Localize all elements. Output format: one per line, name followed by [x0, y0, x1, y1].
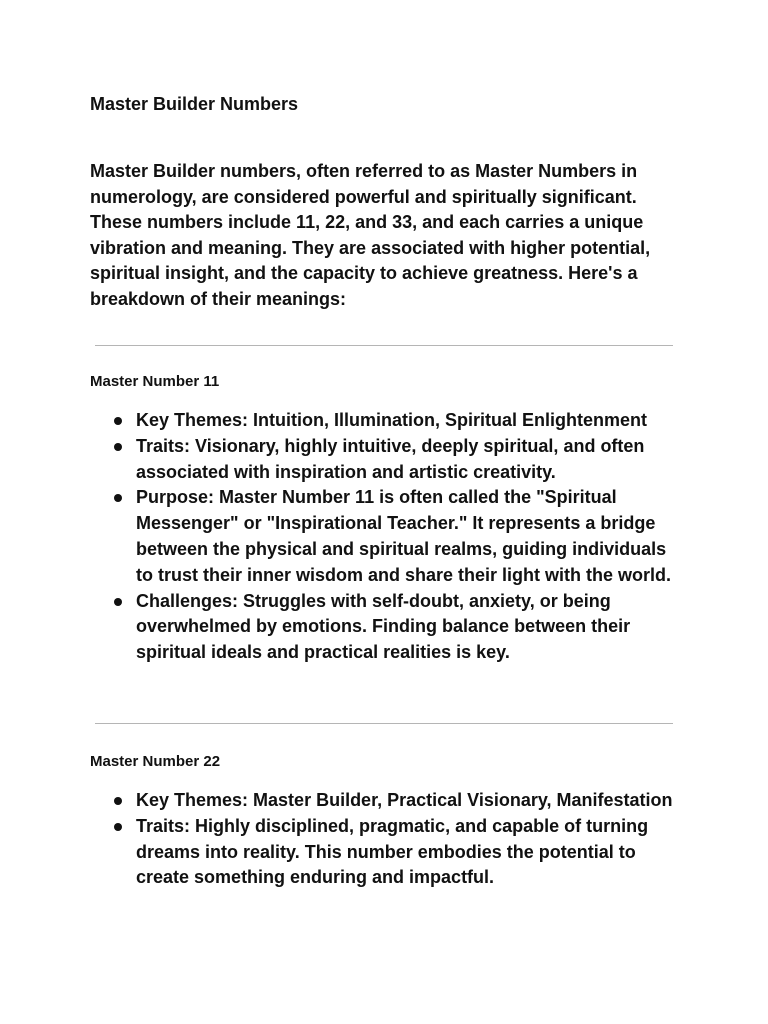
- list-item: [90, 814, 682, 891]
- list-item: [90, 788, 682, 814]
- document-title: Master Builder Numbers: [90, 94, 299, 114]
- bullet-list-master-11: [90, 408, 682, 666]
- list-item-text: Purpose: Master Number 11 is often called the "Spiritual Messenger" or "Inspirational Teacher." It represents a bridge between the physical and spiritual realms, guiding individuals to trust their inner wisdom and share their light with the world.: [136, 487, 672, 585]
- list-item: [90, 434, 682, 486]
- section-heading-master-22: Master Number 22: [90, 753, 221, 770]
- bullet-icon: [114, 598, 122, 606]
- section-divider: [95, 345, 673, 346]
- bullet-icon: [114, 417, 122, 425]
- list-item: [90, 589, 682, 666]
- list-item-text: Key Themes: Master Builder, Practical Visionary, Manifestation: [136, 790, 673, 810]
- section-heading-master-11: Master Number 11: [90, 373, 220, 390]
- list-item: [90, 408, 682, 434]
- bullet-icon: [114, 823, 122, 831]
- list-item-text: Traits: Visionary, highly intuitive, deeply spiritual, and often associated with inspiration and artistic creativity.: [136, 435, 645, 482]
- bullet-list-master-22: [90, 788, 682, 891]
- section-divider: [95, 723, 673, 724]
- intro-paragraph: Master Builder numbers, often referred to as Master Numbers in numerology, are considered powerful and spiritually significant. These numbers include 11, 22, and 33, and each carries a unique vibration and meaning. They are associated with higher potential, spiritual insight, and the capacity to achieve greatness. Here's a breakdown of their meanings:: [90, 161, 651, 309]
- list-item-text: Challenges: Struggles with self-doubt, anxiety, or being overwhelmed by emotions. Finding balance between their spiritual ideals and practical realities is key.: [136, 590, 631, 663]
- list-item-text: Key Themes: Intuition, Illumination, Spiritual Enlightenment: [136, 410, 648, 430]
- list-item-text: Traits: Highly disciplined, pragmatic, and capable of turning dreams into reality. This number embodies the potential to create something enduring and impactful.: [136, 815, 649, 888]
- bullet-icon: [114, 494, 122, 502]
- list-item: [90, 485, 682, 588]
- bullet-icon: [114, 797, 122, 805]
- bullet-icon: [114, 443, 122, 451]
